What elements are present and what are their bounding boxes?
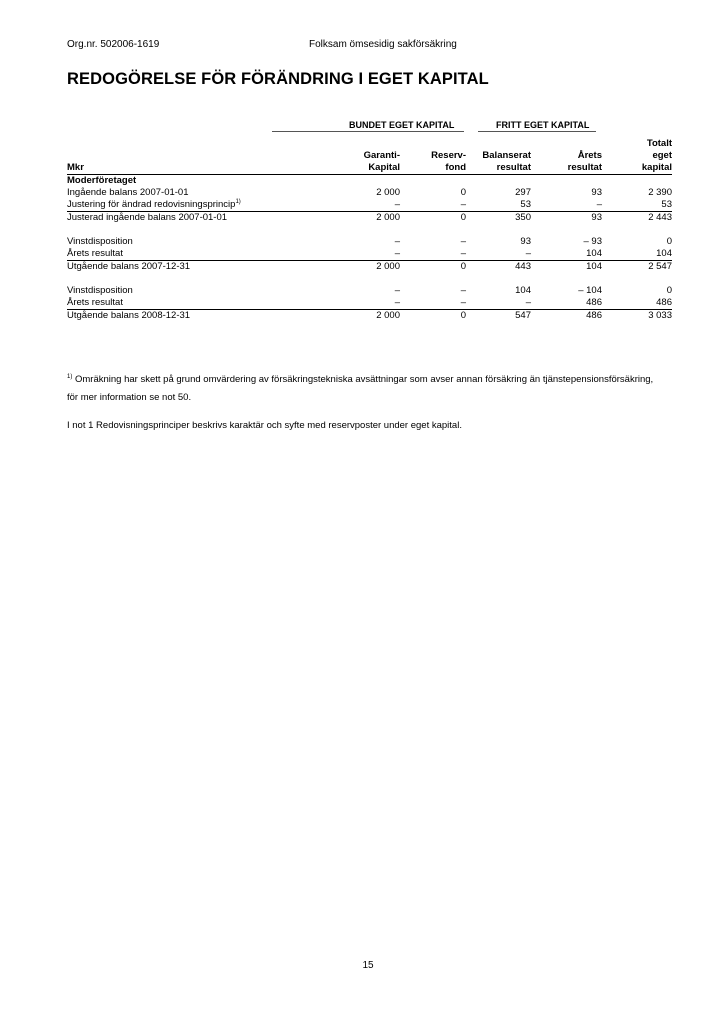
cell-garanti: – [394, 285, 400, 296]
col-garanti-line1: Garanti- [363, 150, 400, 161]
page-number: 15 [362, 960, 374, 971]
row-label: Vinstdisposition [67, 236, 133, 247]
cell-balanserat: – [466, 248, 531, 261]
cell-garanti: 2 000 [376, 187, 400, 198]
table-row [67, 187, 672, 199]
cell-balanserat: 350 [515, 212, 531, 223]
col-totalt-line2: eget [652, 150, 672, 161]
cell-reserv: – [460, 285, 466, 296]
cell-arets: 486 [586, 310, 602, 321]
cell-garanti: 2 000 [376, 212, 400, 223]
cell-totalt: 104 [602, 248, 672, 261]
cell-totalt: 0 [666, 236, 672, 247]
header-row-3 [67, 162, 672, 175]
col-reserv-line2: fond [400, 162, 466, 175]
col-balanserat-line1: Balanserat [482, 150, 531, 161]
company-name: Folksam ömsesidig sakförsäkring [309, 39, 457, 50]
group-header-bundet: BUNDET EGET KAPITAL [349, 120, 455, 130]
cell-arets: – [531, 199, 602, 212]
cell-reserv: – [400, 297, 466, 310]
row-label: Utgående balans 2008-12-31 [67, 310, 191, 321]
table-row [67, 310, 672, 323]
org-number: Org.nr. 502006-1619 [67, 39, 160, 50]
reserve-note: I not 1 Redovisningsprinciper beskrivs karaktär och syfte med reservposter under eget kapital. [67, 420, 462, 431]
cell-arets: – 93 [583, 236, 602, 247]
cell-garanti: – [345, 199, 400, 212]
equity-changes-table [67, 138, 672, 322]
cell-arets: 104 [586, 261, 602, 272]
cell-balanserat: 93 [520, 236, 531, 247]
header-row-2 [67, 150, 672, 162]
cell-arets: 104 [531, 248, 602, 261]
section-title: Moderföretaget [67, 175, 137, 186]
row-label: Justering för ändrad redovisningsprincip$^{1)}$ [67, 199, 345, 212]
cell-reserv: 0 [460, 310, 466, 321]
cell-reserv: – [400, 199, 466, 212]
col-reserv-line1: Reserv- [431, 150, 466, 161]
cell-garanti: – [345, 248, 400, 261]
cell-totalt: 486 [602, 297, 672, 310]
cell-balanserat: 547 [515, 310, 531, 321]
row-label: Årets resultat [67, 248, 345, 261]
header-row-1 [67, 138, 672, 150]
group-header-fritt: FRITT EGET KAPITAL [496, 120, 590, 130]
table-row [67, 199, 672, 212]
table-row [67, 261, 672, 274]
footnote-marker: 1) [67, 374, 73, 380]
table-row [67, 236, 672, 248]
table-row [67, 285, 672, 297]
cell-arets: 486 [531, 297, 602, 310]
row-label: Justerad ingående balans 2007-01-01 [67, 212, 228, 223]
spacer-row [67, 273, 672, 285]
cell-garanti: 2 000 [376, 310, 400, 321]
cell-totalt: 2 547 [648, 261, 672, 272]
cell-arets: 93 [591, 187, 602, 198]
cell-arets: – 104 [578, 285, 602, 296]
row-label: Utgående balans 2007-12-31 [67, 261, 191, 272]
cell-reserv: 0 [460, 261, 466, 272]
cell-totalt: 53 [602, 199, 672, 212]
cell-totalt: 3 033 [648, 310, 672, 321]
cell-balanserat: 297 [515, 187, 531, 198]
col-totalt-line3: kapital [602, 162, 672, 175]
cell-reserv: 0 [460, 212, 466, 223]
spacer-row [67, 224, 672, 236]
cell-reserv: 0 [460, 187, 466, 198]
row-label: Vinstdisposition [67, 285, 133, 296]
cell-garanti: 2 000 [376, 261, 400, 272]
table-row [67, 212, 672, 225]
cell-reserv: – [460, 236, 466, 247]
footnote-line-1: $^{1)}$ Omräkning har skett på grund omvärdering av försäkringstekniska avsättningar som avser annan försäkring än tjänstepensionsförsäkring, [67, 374, 654, 385]
cell-garanti: – [345, 297, 400, 310]
cell-balanserat: 104 [515, 285, 531, 296]
cell-balanserat: 53 [466, 199, 531, 212]
col-arets-line1: Årets [577, 150, 602, 161]
cell-arets: 93 [591, 212, 602, 223]
cell-totalt: 2 443 [648, 212, 672, 223]
col-garanti-line2: Kapital [345, 162, 400, 175]
cell-reserv: – [400, 248, 466, 261]
group-underline-fritt [478, 131, 596, 132]
col-mkr: Mkr [67, 162, 345, 175]
group-underline-bundet [272, 131, 464, 132]
row-label: Ingående balans 2007-01-01 [67, 187, 189, 198]
col-totalt-line1: Totalt [646, 138, 672, 149]
row-label: Årets resultat [67, 297, 345, 310]
cell-totalt: 2 390 [648, 187, 672, 198]
cell-garanti: – [394, 236, 400, 247]
cell-balanserat: – [466, 297, 531, 310]
cell-totalt: 0 [666, 285, 672, 296]
page-title: REDOGÖRELSE FÖR FÖRÄNDRING I EGET KAPITAL [67, 70, 489, 88]
section-row [67, 175, 672, 188]
table-row [67, 248, 672, 261]
col-balanserat-line2: resultat [466, 162, 531, 175]
table-row [67, 297, 672, 310]
col-arets-line2: resultat [531, 162, 602, 175]
footnote-line-2: för mer information se not 50. [67, 392, 192, 403]
footnote-ref: 1) [235, 199, 241, 205]
cell-balanserat: 443 [515, 261, 531, 272]
